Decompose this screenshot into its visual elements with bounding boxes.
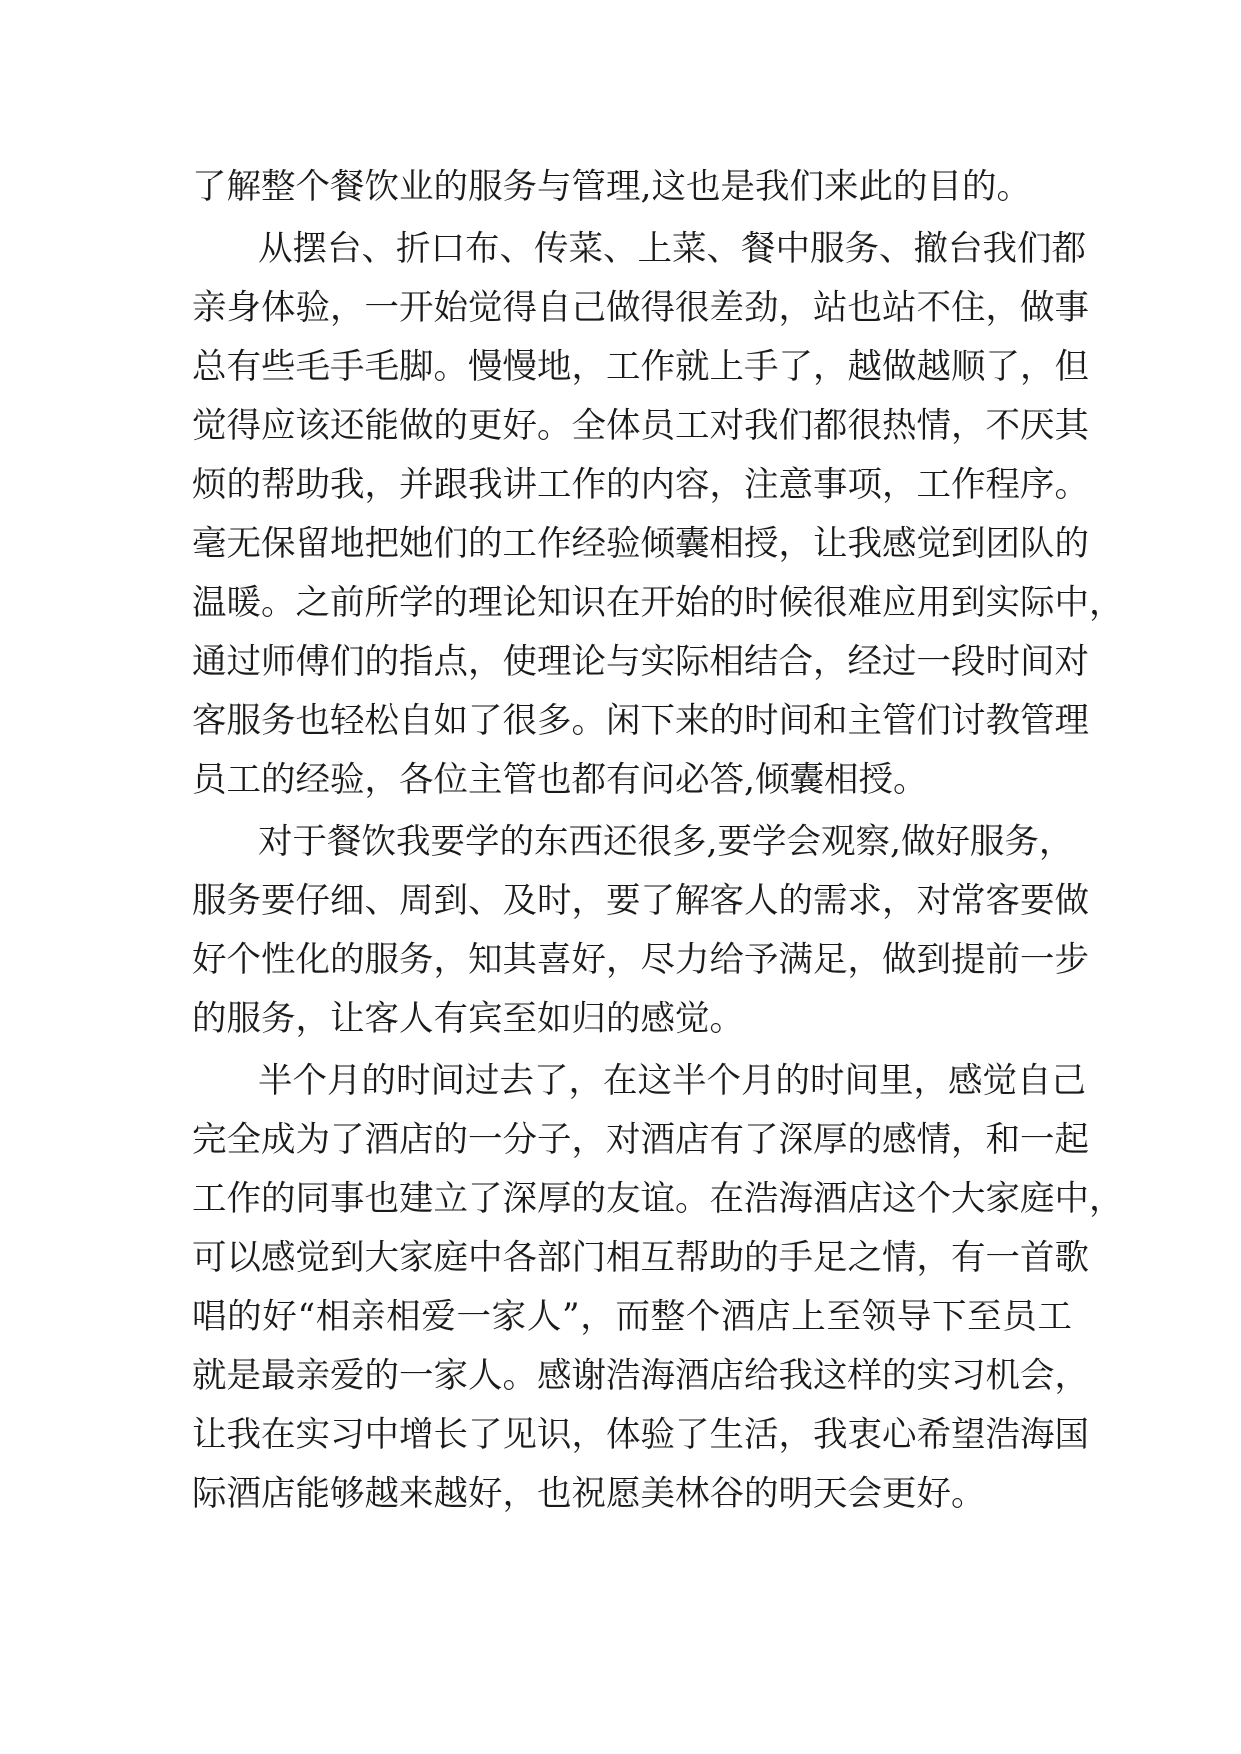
text-line: 工作的同事也建立了深厚的友谊。在浩海酒店这个大家庭中， <box>192 1179 1124 1219</box>
text-line: 亲身体验，一开始觉得自己做得很差劲，站也站不住，做事 <box>192 288 1089 328</box>
text-line: 烦的帮助我，并跟我讲工作的内容，注意事项，工作程序。 <box>192 465 1089 505</box>
paragraph-4 <box>192 1052 1124 1524</box>
text-line: 可以感觉到大家庭中各部门相互帮助的手足之情，有一首歌 <box>192 1238 1089 1278</box>
text-line: 温暖。之前所学的理论知识在开始的时候很难应用到实际中， <box>192 583 1124 623</box>
text-line: 半个月的时间过去了，在这半个月的时间里，感觉自己 <box>258 1061 1086 1101</box>
text-line: 觉得应该还能做的更好。全体员工对我们都很热情，不厌其 <box>192 406 1089 446</box>
text-line: 了解整个餐饮业的服务与管理,这也是我们来此的目的。 <box>192 167 1031 207</box>
text-line: 就是最亲爱的一家人。感谢浩海酒店给我这样的实习机会， <box>192 1356 1089 1396</box>
text-line: 客服务也轻松自如了很多。闲下来的时间和主管们讨教管理 <box>192 701 1089 741</box>
text-line: 好个性化的服务，知其喜好，尽力给予满足，做到提前一步 <box>192 940 1089 980</box>
text-line: 让我在实习中增长了见识，体验了生活，我衷心希望浩海国 <box>192 1415 1089 1455</box>
paragraph-3 <box>192 813 1089 1049</box>
text-line: 从摆台、折口布、传菜、上菜、餐中服务、撤台我们都 <box>258 229 1086 269</box>
text-line: 际酒店能够越来越好，也祝愿美林谷的明天会更好。 <box>192 1474 986 1514</box>
text-line: 的服务，让客人有宾至如归的感觉。 <box>192 999 744 1039</box>
paragraph-2 <box>192 220 1124 810</box>
text-line: 通过师傅们的指点，使理论与实际相结合，经过一段时间对 <box>192 642 1089 682</box>
text-line: 完全成为了酒店的一分子，对酒店有了深厚的感情，和一起 <box>192 1120 1089 1160</box>
text-line: 总有些毛手毛脚。慢慢地，工作就上手了，越做越顺了，但 <box>192 347 1089 387</box>
text-line: 对于餐饮我要学的东西还很多,要学会观察,做好服务， <box>258 822 1074 862</box>
text-line: 员工的经验，各位主管也都有问必答,倾囊相授。 <box>192 760 928 800</box>
text-line: 毫无保留地把她们的工作经验倾囊相授，让我感觉到团队的 <box>192 524 1089 564</box>
paragraph-1 <box>192 158 1072 217</box>
text-line: 唱的好“相亲相爱一家人”，而整个酒店上至领导下至员工 <box>192 1297 1072 1337</box>
text-line: 服务要仔细、周到、及时，要了解客人的需求，对常客要做 <box>192 881 1089 921</box>
document-body <box>192 158 1124 1524</box>
